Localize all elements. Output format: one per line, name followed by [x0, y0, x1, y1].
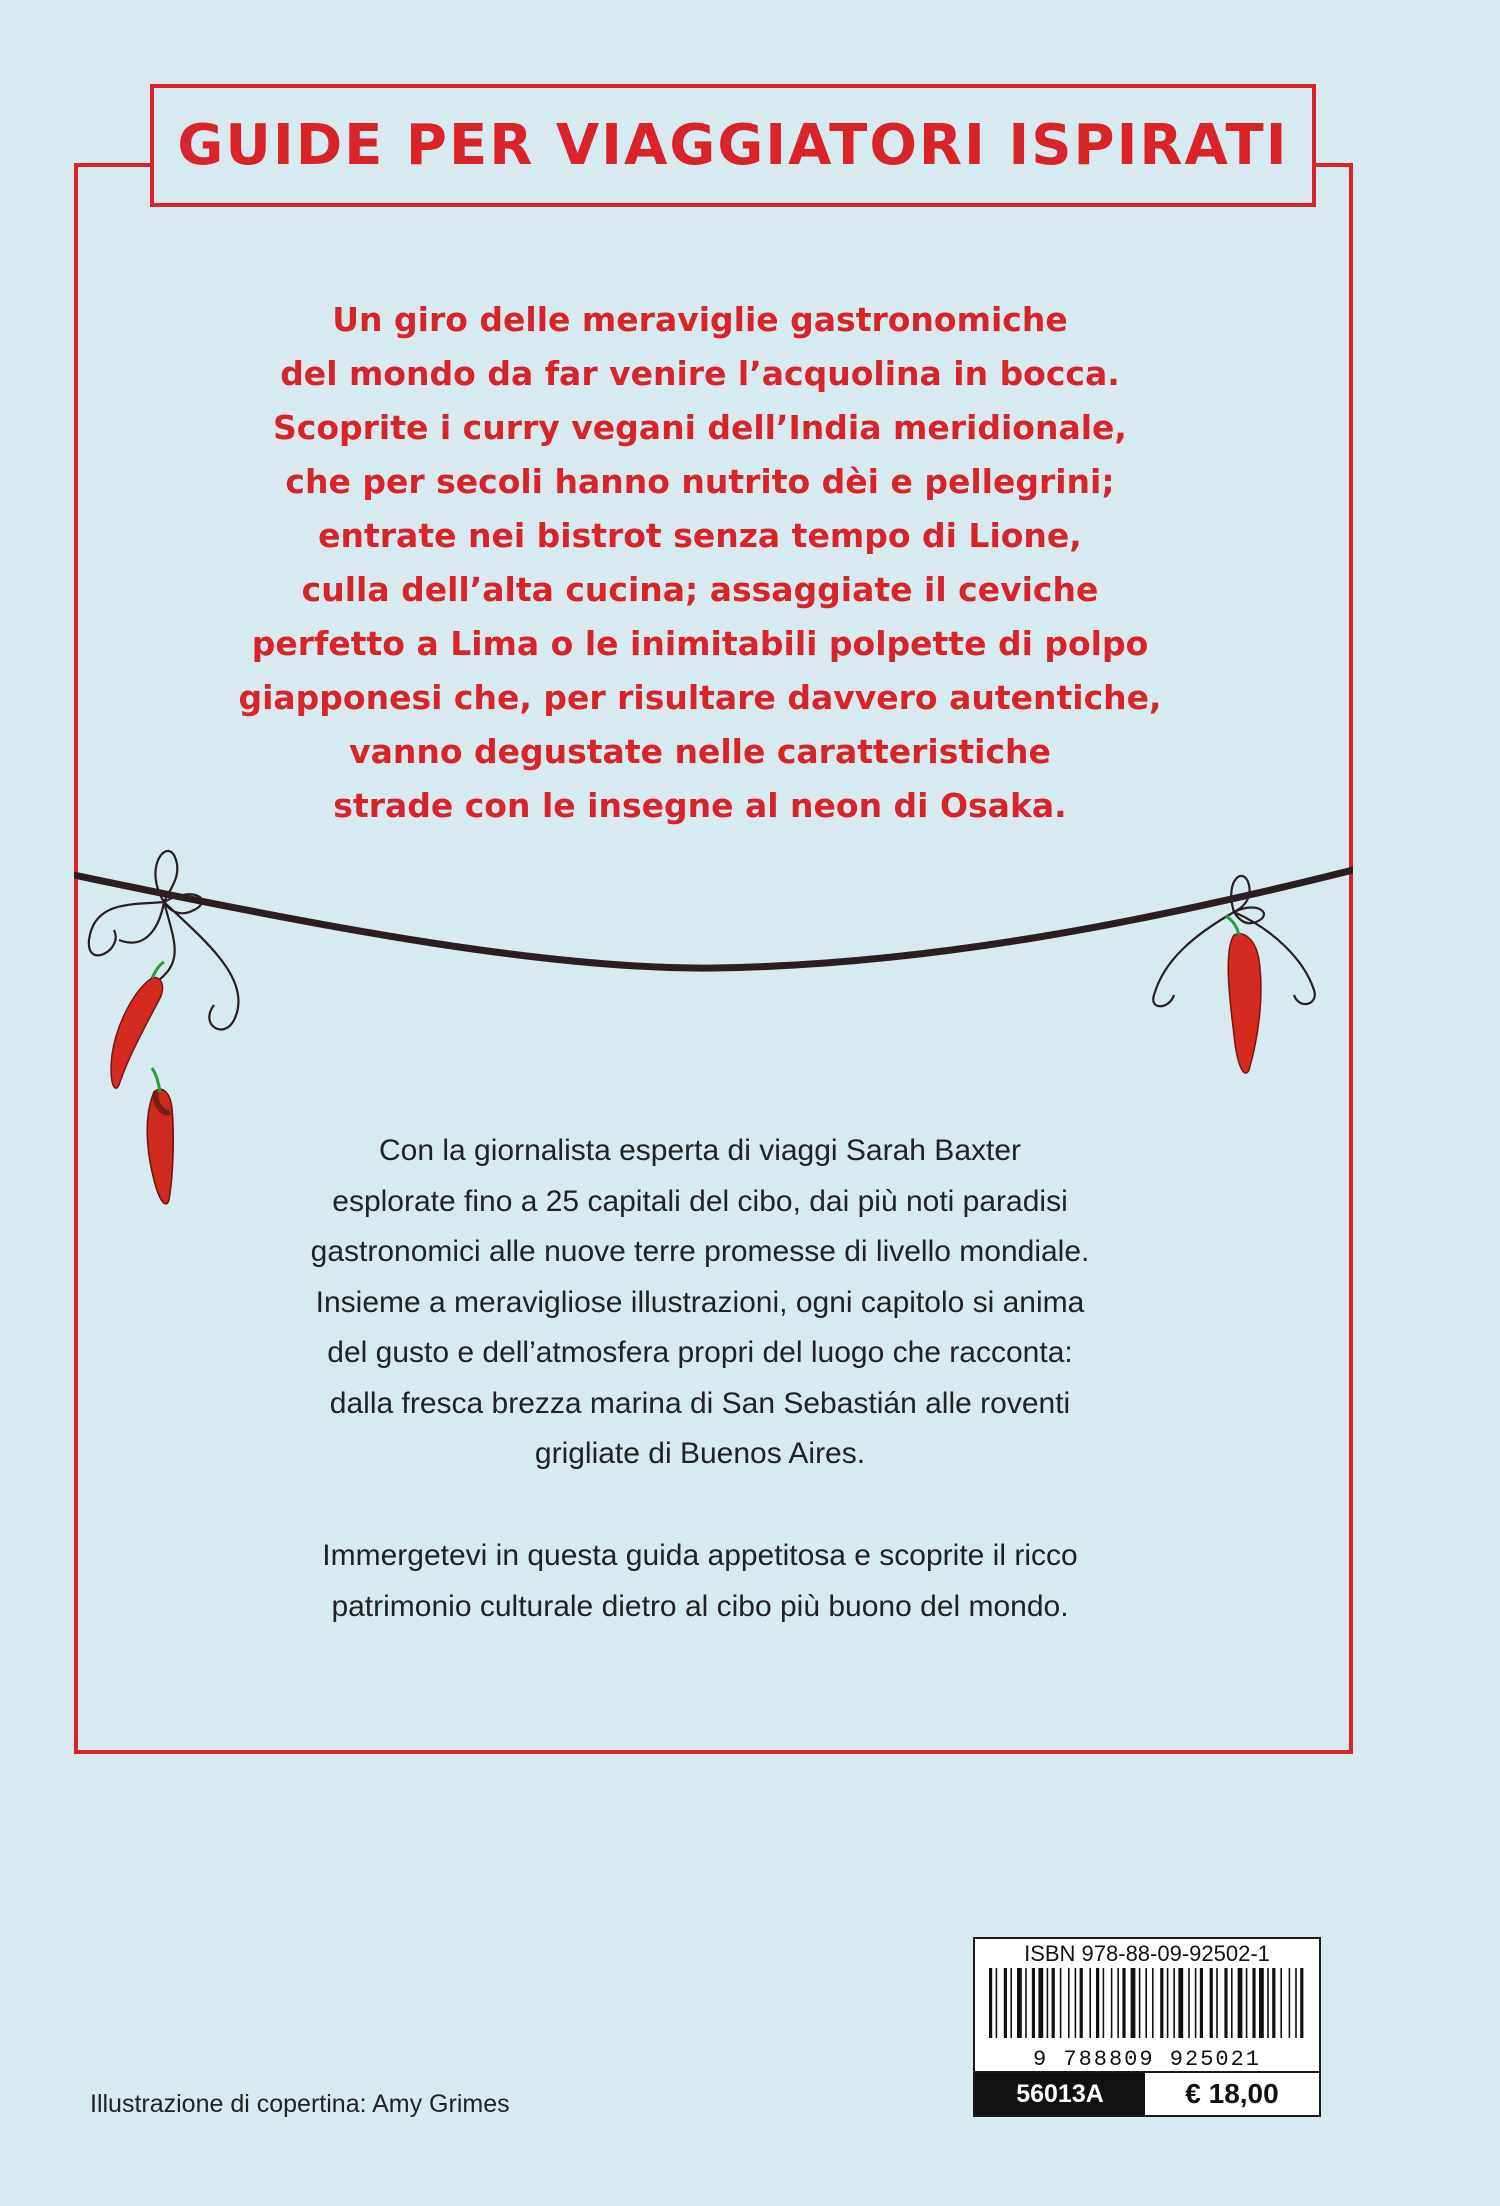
barcode-bar — [1032, 1968, 1035, 2038]
barcode-bar — [1096, 1968, 1099, 2038]
intro-line: giapponesi che, per risultare davvero autentiche, — [238, 678, 1162, 717]
body-text — [200, 1126, 1200, 1480]
barcode-bar — [1111, 1968, 1113, 2038]
left-bow-icon — [89, 851, 239, 1029]
barcode-bar — [1178, 1968, 1183, 2038]
intro-line: entrate nei bistrot senza tempo di Lione, — [318, 516, 1082, 555]
isbn-label: ISBN 978-88-09-92502-1 — [1024, 1941, 1270, 1966]
intro-line: vanno degustate nelle caratteristiche — [349, 732, 1051, 771]
barcode-bar — [996, 1968, 998, 2038]
barcode-bar — [1117, 1968, 1119, 2038]
barcode-bar — [1038, 1968, 1043, 2038]
intro-line: Un giro delle meraviglie gastronomiche — [332, 300, 1068, 339]
barcode-bar — [1152, 1968, 1154, 2038]
product-code: 56013A — [975, 2073, 1145, 2115]
barcode-bar — [1145, 1968, 1147, 2038]
barcode-bar — [1060, 1968, 1062, 2038]
barcode-bar — [1004, 1968, 1007, 2038]
intro-line: culla dell’alta cucina; assaggiate il ceviche — [301, 570, 1099, 609]
barcode-bar — [1017, 1968, 1022, 2038]
body-line: del gusto e dell’atmosfera propri del luogo che racconta: — [327, 1336, 1073, 1369]
barcode-bar — [1238, 1968, 1243, 2038]
barcode-block — [973, 1937, 1321, 2117]
closing-line: Immergetevi in questa guida appetitosa e scoprite il ricco — [322, 1539, 1078, 1572]
series-title: GUIDE PER VIAGGIATORI ISPIRATI — [177, 113, 1289, 178]
barcode-bar — [1122, 1968, 1125, 2038]
barcode-bar — [1224, 1968, 1227, 2038]
barcode-bar — [1089, 1968, 1091, 2038]
barcode-bar — [1139, 1968, 1141, 2038]
barcode-bar — [1068, 1968, 1070, 2038]
body-line: Insieme a meravigliose illustrazioni, ogni capitolo si anima — [315, 1285, 1085, 1319]
barcode-bar — [1010, 1968, 1012, 2038]
barcode-bar — [1272, 1968, 1275, 2038]
barcode-bar — [1231, 1968, 1233, 2038]
body-line: Con la giornalista esperta di viaggi Sarah Baxter — [378, 1134, 1022, 1167]
barcode-bar — [1295, 1968, 1297, 2038]
barcode-bar — [1289, 1968, 1291, 2038]
barcode-icon — [975, 1968, 1319, 2070]
barcode-bar — [1131, 1968, 1136, 2038]
barcode-bar — [1280, 1968, 1282, 2038]
barcode-bar — [1173, 1968, 1175, 2038]
intro-line: strade con le insegne al neon di Osaka. — [333, 786, 1067, 825]
barcode-bar — [1080, 1968, 1083, 2038]
barcode-bar — [1167, 1968, 1169, 2038]
body-line: gastronomici alle nuove terre promesse di livello mondiale. — [310, 1235, 1090, 1268]
intro-line: che per secoli hanno nutrito dèi e pellegrini; — [285, 462, 1115, 501]
barcode-bar — [1025, 1968, 1027, 2038]
price: € 18,00 — [1145, 2073, 1319, 2115]
closing-text — [200, 1531, 1200, 1632]
body-line: esplorate fino a 25 capitali del cibo, dai più noti paradisi — [332, 1184, 1068, 1218]
body-line: grigliate di Buenos Aires. — [534, 1437, 866, 1470]
illustration-credit: Illustrazione di copertina: Amy Grimes — [90, 2090, 510, 2118]
barcode-bar — [1300, 1968, 1303, 2038]
barcode-bar — [1252, 1968, 1255, 2038]
barcode-bar — [1267, 1968, 1269, 2038]
barcode-bar — [1246, 1968, 1248, 2038]
barcode-digits: 9 788809 925021 — [1032, 2047, 1262, 2070]
barcode-bar — [1200, 1968, 1203, 2038]
closing-line: patrimonio culturale dietro al cibo più buono del mondo. — [331, 1589, 1069, 1623]
code-row — [975, 2071, 1319, 2115]
barcode-bar — [989, 1968, 992, 2038]
chili-pepper-icon — [1228, 934, 1261, 1073]
garland-string — [74, 870, 1353, 968]
barcode-bar — [1210, 1968, 1213, 2038]
barcode-bar — [1075, 1968, 1077, 2038]
intro-line: del mondo da far venire l’acquolina in bocca. — [280, 354, 1120, 393]
intro-line: perfetto a Lima o le inimitabili polpette di polpo — [251, 624, 1149, 663]
title-box — [150, 84, 1316, 207]
barcode-bar — [1160, 1968, 1163, 2038]
barcode-bar — [1047, 1968, 1049, 2038]
intro-line: Scoprite i curry vegani dell’India meridionale, — [273, 408, 1127, 447]
intro-text — [190, 293, 1210, 833]
barcode-bar — [1259, 1968, 1264, 2038]
barcode-bar — [1195, 1968, 1197, 2038]
barcode-bar — [1103, 1968, 1105, 2038]
barcode-bar — [1188, 1968, 1190, 2038]
body-line: dalla fresca brezza marina di San Sebastián alle roventi — [329, 1386, 1071, 1420]
barcode-bar — [1216, 1968, 1218, 2038]
barcode-bar — [1052, 1968, 1055, 2038]
